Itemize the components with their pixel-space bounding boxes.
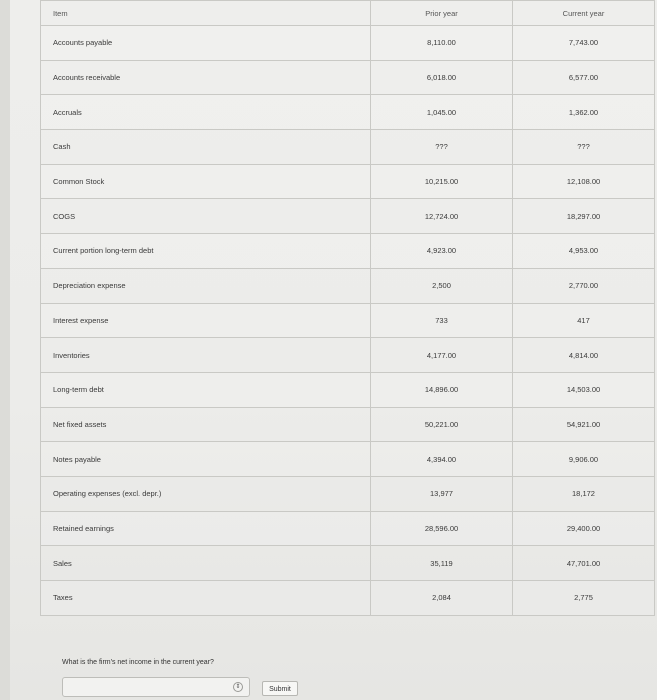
current-year-value: 6,577.00 — [513, 60, 655, 95]
item-label: Net fixed assets — [41, 407, 371, 442]
current-year-value: 18,297.00 — [513, 199, 655, 234]
table-row — [41, 199, 655, 234]
item-label: Retained earnings — [41, 511, 371, 546]
table-row — [41, 303, 655, 338]
item-label: Long-term debt — [41, 372, 371, 407]
current-year-value: 9,906.00 — [513, 442, 655, 477]
submit-button[interactable]: Submit — [262, 681, 298, 696]
prior-year-value: 14,896.00 — [371, 372, 513, 407]
item-label: Current portion long-term debt — [41, 234, 371, 269]
prior-year-value: 1,045.00 — [371, 95, 513, 130]
prior-year-value: 35,119 — [371, 546, 513, 581]
item-label: Accounts receivable — [41, 60, 371, 95]
item-label: Notes payable — [41, 442, 371, 477]
prior-year-value: 2,500 — [371, 268, 513, 303]
prior-year-value: 28,596.00 — [371, 511, 513, 546]
current-year-value: 7,743.00 — [513, 26, 655, 61]
prior-year-value: 4,394.00 — [371, 442, 513, 477]
prior-year-value: 2,084 — [371, 581, 513, 616]
current-year-value: 12,108.00 — [513, 164, 655, 199]
prior-year-value: 6,018.00 — [371, 60, 513, 95]
prior-year-value: 10,215.00 — [371, 164, 513, 199]
table-row — [41, 268, 655, 303]
current-year-value: 54,921.00 — [513, 407, 655, 442]
item-label: Common Stock — [41, 164, 371, 199]
prior-year-value: 50,221.00 — [371, 407, 513, 442]
column-header-item: Item — [41, 1, 371, 26]
current-year-value: 14,503.00 — [513, 372, 655, 407]
question-text: What is the firm's net income in the current year? — [62, 659, 214, 666]
worksheet — [10, 0, 657, 700]
table-row — [41, 130, 655, 165]
current-year-value: 1,362.00 — [513, 95, 655, 130]
item-label: COGS — [41, 199, 371, 234]
financial-data-table — [40, 0, 655, 616]
prior-year-value: 12,724.00 — [371, 199, 513, 234]
prior-year-value: 13,977 — [371, 476, 513, 511]
table-row — [41, 476, 655, 511]
table-row — [41, 407, 655, 442]
current-year-value: 2,770.00 — [513, 268, 655, 303]
item-label: Accounts payable — [41, 26, 371, 61]
item-label: Sales — [41, 546, 371, 581]
table-row — [41, 546, 655, 581]
column-header-prior-year: Prior year — [371, 1, 513, 26]
answer-input[interactable] — [62, 677, 250, 697]
prior-year-value: 8,110.00 — [371, 26, 513, 61]
current-year-value: ??? — [513, 130, 655, 165]
table-row — [41, 164, 655, 199]
table-row — [41, 234, 655, 269]
current-year-value: 18,172 — [513, 476, 655, 511]
item-label: Depreciation expense — [41, 268, 371, 303]
current-year-value: 4,814.00 — [513, 338, 655, 373]
prior-year-value: ??? — [371, 130, 513, 165]
current-year-value: 417 — [513, 303, 655, 338]
table-header-row — [41, 1, 655, 26]
item-label: Taxes — [41, 581, 371, 616]
current-year-value: 47,701.00 — [513, 546, 655, 581]
item-label: Accruals — [41, 95, 371, 130]
prior-year-value: 733 — [371, 303, 513, 338]
item-label: Cash — [41, 130, 371, 165]
table-row — [41, 338, 655, 373]
column-header-current-year: Current year — [513, 1, 655, 26]
prior-year-value: 4,923.00 — [371, 234, 513, 269]
table-row — [41, 442, 655, 477]
stepper-arrows-icon[interactable]: ⇕ — [233, 682, 243, 692]
table-row — [41, 581, 655, 616]
table-row — [41, 26, 655, 61]
current-year-value: 4,953.00 — [513, 234, 655, 269]
table-row — [41, 372, 655, 407]
table-row — [41, 60, 655, 95]
item-label: Interest expense — [41, 303, 371, 338]
item-label: Inventories — [41, 338, 371, 373]
current-year-value: 29,400.00 — [513, 511, 655, 546]
current-year-value: 2,775 — [513, 581, 655, 616]
item-label: Operating expenses (excl. depr.) — [41, 476, 371, 511]
prior-year-value: 4,177.00 — [371, 338, 513, 373]
table-row — [41, 511, 655, 546]
table-row — [41, 95, 655, 130]
